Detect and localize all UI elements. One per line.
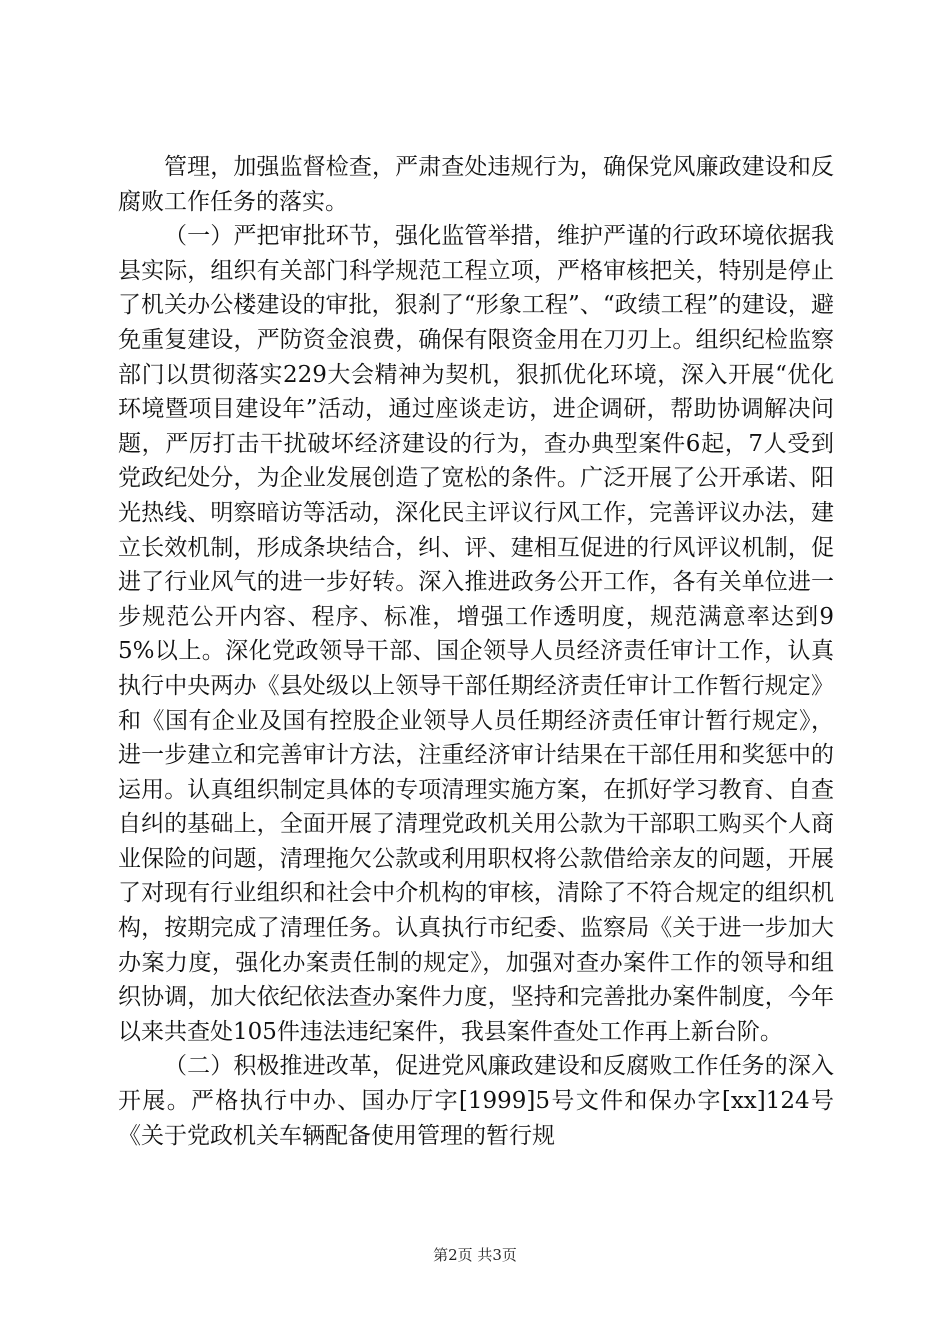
paragraph-1: 管理，加强监督检查，严肃查处违规行为，确保党风廉政建设和反腐败工作任务的落实。 xyxy=(118,154,834,215)
paragraph-3: （二）积极推进改革，促进党风廉政建设和反腐败工作任务的深入开展。严格执行中办、国办厅字[1999]5号文件和保办字[xx]124号《关于党政机关车辆配备使用管理的暂行规 xyxy=(118,1053,834,1149)
document-body xyxy=(118,150,834,1153)
paragraph-2: （一）严把审批环节，强化监管举措，维护严谨的行政环境依据我县实际，组织有关部门科学规范工程立项，严格审核把关，特别是停止了机关办公楼建设的审批，狠刹了“形象工程”、“政绩工程”的建设，避免重复建设，严防资金浪费，确保有限资金用在刀刃上。组织纪检监察部门以贯彻落实229大会精神为契机，狠抓优化环境，深入开展“优化环境暨项目建设年”活动，通过座谈走访，进企调研，帮助协调解决问题，严厉打击干扰破坏经济建设的行为，查办典型案件6起，7人受到党政纪处分，为企业发展创造了宽松的条件。广泛开展了公开承诺、阳光热线、明察暗访等活动，深化民主评议行风工作，完善评议办法，建立长效机制，形成条块结合，纠、评、建相互促进的行风评议机制，促进了行业风气的进一步好转。深入推进政务公开工作，各有关单位进一步规范公开内容、程序、标准，增强工作透明度，规范满意率达到95%以上。深化党政领导干部、国企领导人员经济责任审计工作，认真执行中央两办《县处级以上领导干部任期经济责任审计工作暂行规定》和《国有企业及国有控股企业领导人员任期经济责任审计暂行规定》，进一步建立和完善审计方法，注重经济审计结果在干部任用和奖惩中的运用。认真组织制定具体的专项清理实施方案，在抓好学习教育、自查自纠的基础上，全面开展了清理党政机关用公款为干部职工购买个人商业保险的问题，清理拖欠公款或利用职权将公款借给亲友的问题，开展了对现有行业组织和社会中介机构的审核，清除了不符合规定的组织机构，按期完成了清理任务。认真执行市纪委、监察局《关于进一步加大办案力度，强化办案责任制的规定》，加强对查办案件工作的领导和组织协调，加大依纪依法查办案件力度，坚持和完善批办案件制度，今年以来共查处105件违法违纪案件，我县案件查处工作再上新台阶。 xyxy=(118,223,834,1045)
page-number-footer: 第2页 共3页 xyxy=(433,1246,517,1264)
